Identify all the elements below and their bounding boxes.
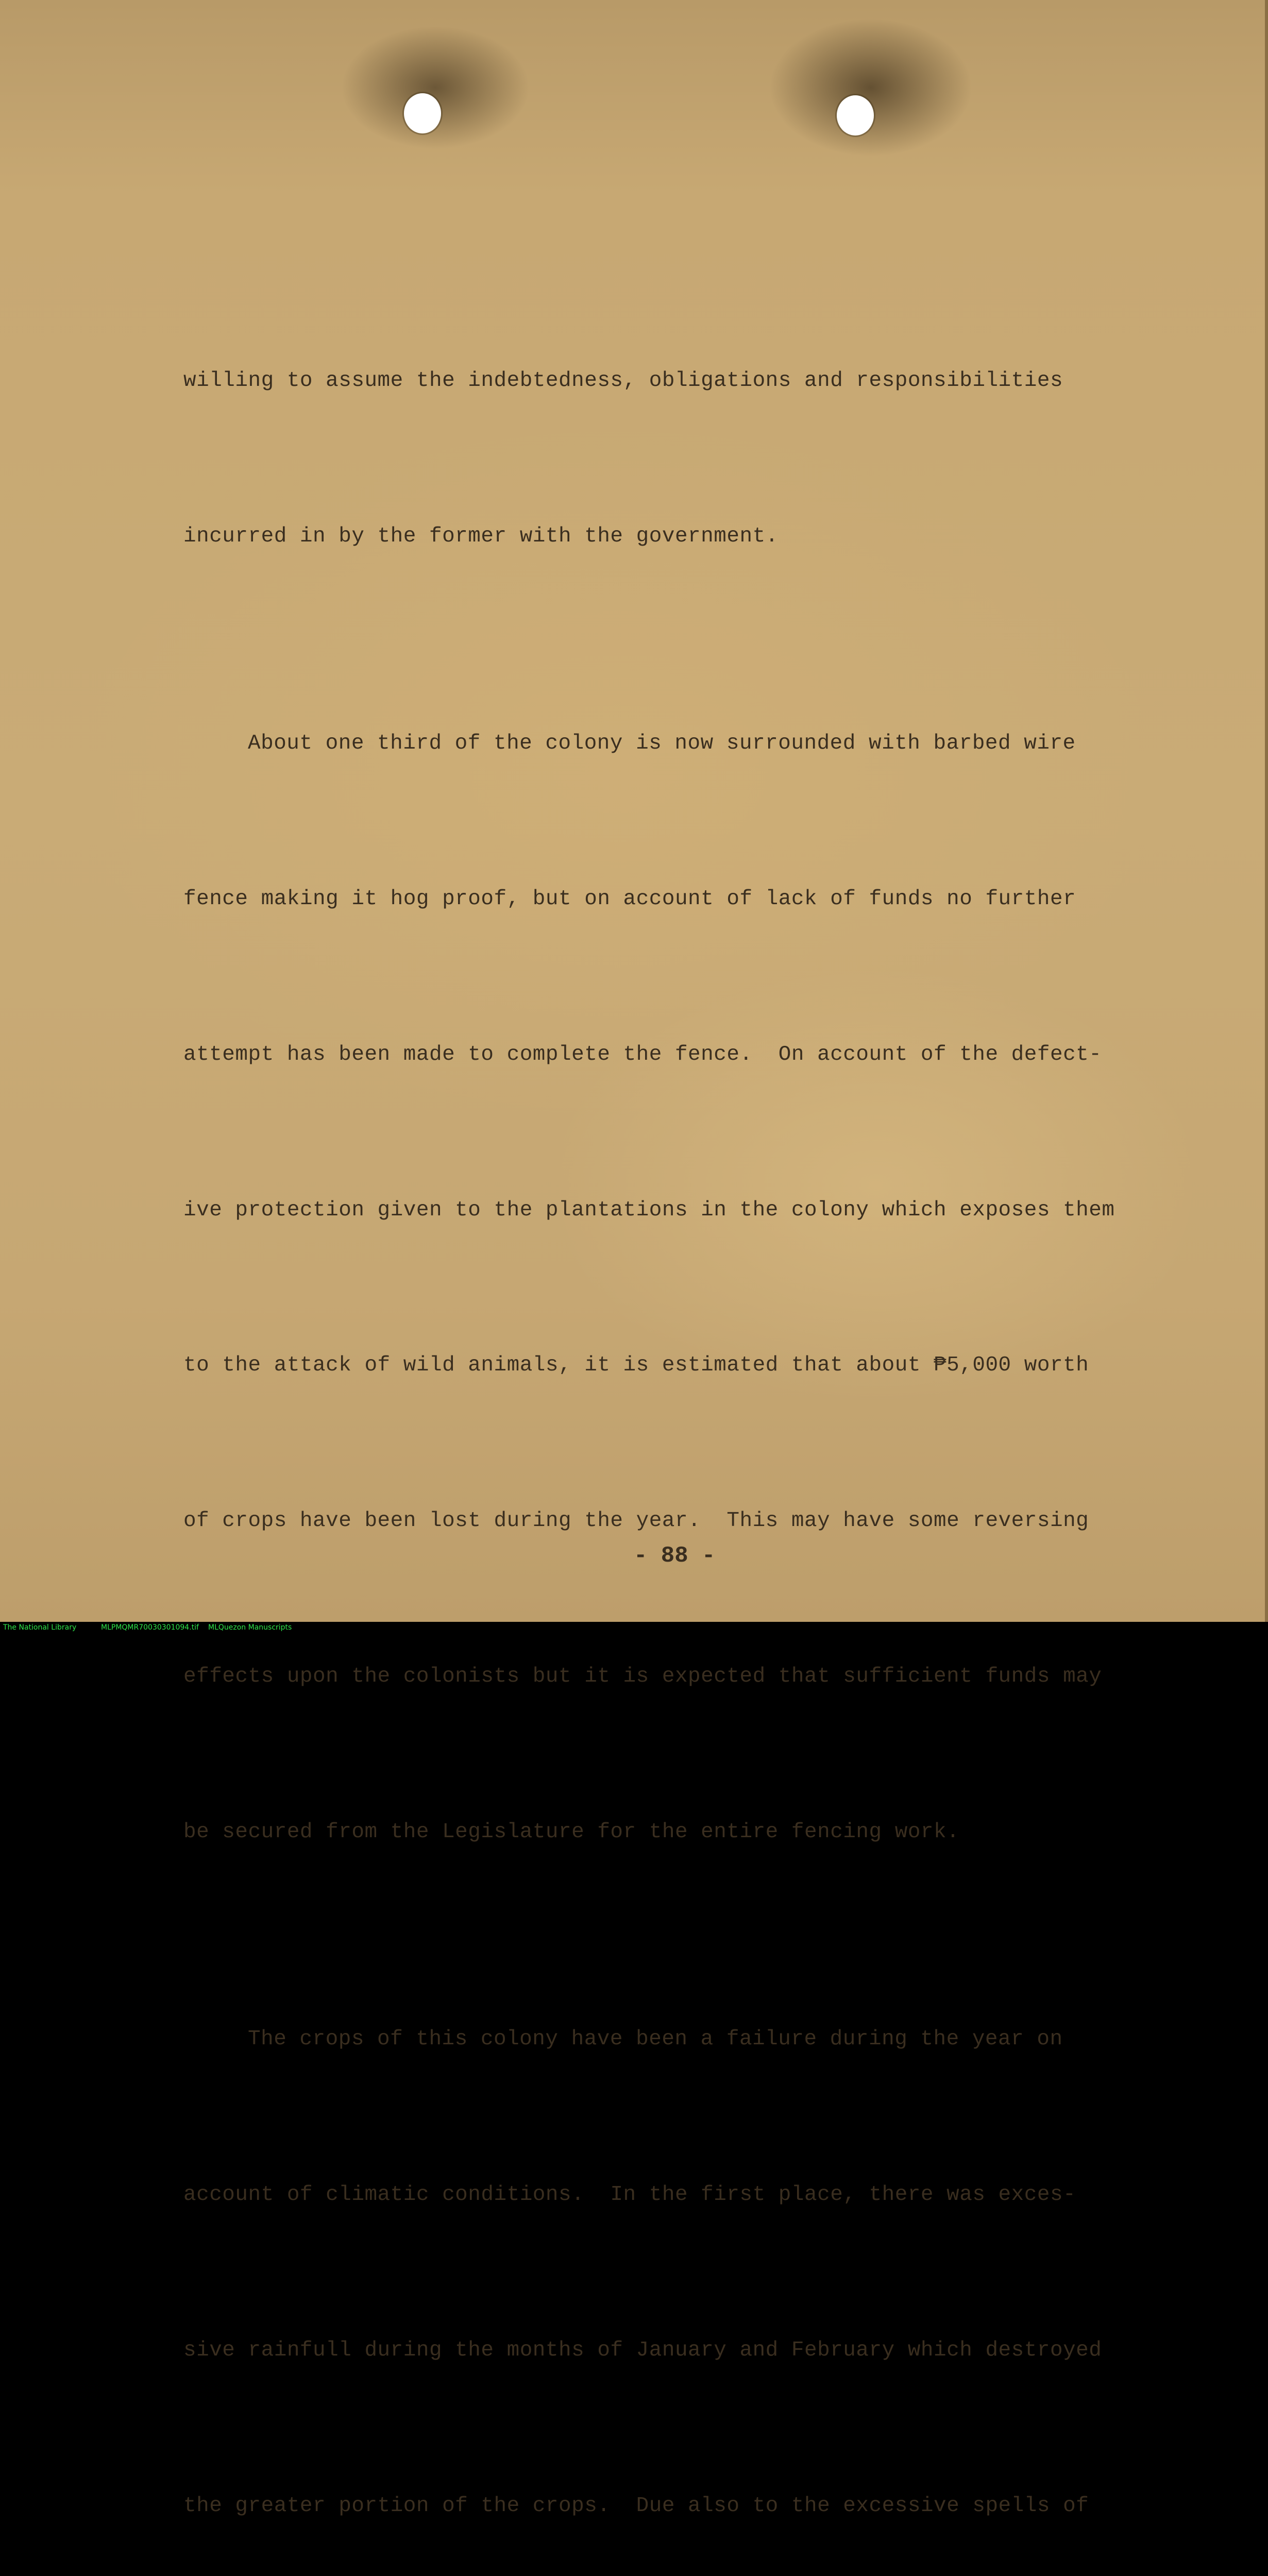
text-line: The crops of this colony have been a failure during the year on <box>248 2027 1063 2052</box>
text-line: the greater portion of the crops. Due also to the excessive spells of <box>183 2494 1089 2518</box>
text-line: of crops have been lost during the year. This may have some reversing <box>183 1509 1089 1533</box>
footer-file-name: MLPMQMR70030301094.tif <box>101 1623 199 1632</box>
punch-hole-left <box>404 93 441 133</box>
punch-hole-right <box>837 95 874 135</box>
text-line: incurred in by the former with the government. <box>183 524 779 548</box>
text-line: sive rainfull during the months of January and February which destroyed <box>183 2338 1102 2362</box>
footer-collection-name: MLQuezon Manuscripts <box>208 1623 292 1632</box>
text-line: to the attack of wild animals, it is estimated that about ₱5,000 worth <box>183 1353 1089 1378</box>
text-line: account of climatic conditions. In the first place, there was exces- <box>183 2182 1076 2207</box>
text-line: willing to assume the indebtedness, obligations and responsibilities <box>183 369 1063 393</box>
text-line: effects upon the colonists but it is expected that sufficient funds may <box>183 1665 1102 1689</box>
archive-footer-bar <box>0 1622 1268 1634</box>
typed-text-body <box>183 251 1152 2576</box>
text-line: be secured from the Legislature for the entire fencing work. <box>183 1820 960 1844</box>
text-line: About one third of the colony is now surrounded with barbed wire <box>248 732 1076 756</box>
page-number: - 88 - <box>634 1543 716 1569</box>
text-line: attempt has been made to complete the fence. On account of the defect- <box>183 1042 1102 1066</box>
footer-library-name: The National Library <box>3 1623 77 1632</box>
text-line: fence making it hog proof, but on account of lack of funds no further <box>183 887 1076 911</box>
text-line: ive protection given to the plantations in the colony which exposes them <box>183 1198 1115 1222</box>
